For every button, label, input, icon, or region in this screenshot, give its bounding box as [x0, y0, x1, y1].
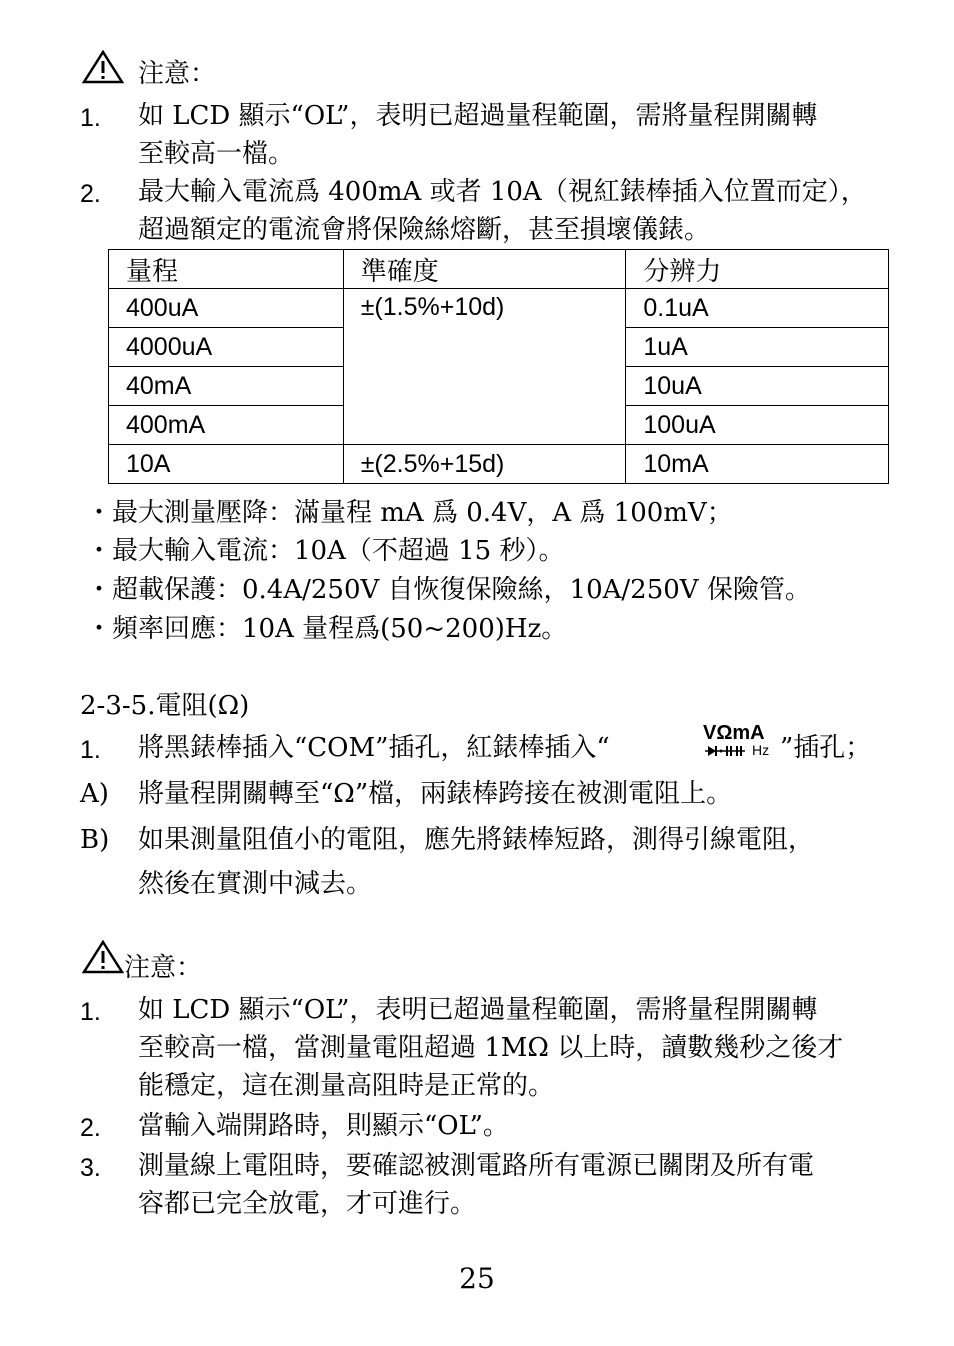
- list-number: 1.: [80, 104, 101, 132]
- spec-bullet: ・最大測量壓降：滿量程 mA 爲 0.4V，A 爲 100mV；: [86, 498, 733, 528]
- warning-icon: [82, 940, 124, 974]
- list-item: 如 LCD 顯示“OL”，表明已超過量程範圍，需將量程開關轉: [138, 995, 818, 1025]
- range-cell: 10A: [109, 445, 344, 484]
- note-label: 注意：: [124, 953, 203, 983]
- list-item: 測量線上電阻時，要確認被測電路所有電源已關閉及所有電: [138, 1151, 815, 1181]
- list-number: 1.: [80, 736, 101, 764]
- list-number: 1.: [80, 998, 101, 1026]
- step-label: B): [80, 825, 110, 855]
- step-text: 如果測量阻值小的電阻，應先將錶棒短路，測得引線電阻，: [138, 825, 815, 855]
- resolution-cell: 0.1uA: [626, 289, 889, 328]
- accuracy-cell: ±(1.5%+10d): [343, 289, 626, 445]
- list-item: 超過額定的電流會將保險絲熔斷，甚至損壞儀錶。: [138, 215, 711, 245]
- step-text: 將黑錶棒插入“COM”插孔，紅錶棒插入“: [138, 733, 610, 763]
- table-header-row: [109, 250, 889, 289]
- accuracy-cell: ±(2.5%+15d): [343, 445, 626, 484]
- header-resolution: 分辨力: [626, 250, 889, 289]
- spec-bullet: ・最大輸入電流：10A（不超過 15 秒）。: [86, 536, 565, 566]
- list-number: 3.: [80, 1154, 101, 1182]
- page-number: 25: [459, 1262, 495, 1295]
- header-range: 量程: [109, 250, 344, 289]
- step-label: A): [80, 779, 109, 809]
- table-row: [109, 289, 889, 328]
- resolution-cell: 10mA: [626, 445, 889, 484]
- list-item: 能穩定，這在測量高阻時是正常的。: [138, 1071, 555, 1101]
- section-title: 2-3-5.電阻(Ω): [80, 691, 250, 721]
- spec-table: [108, 249, 889, 484]
- list-item: 最大輸入電流爲 400mA 或者 10A（視紅錶棒插入位置而定），: [138, 177, 867, 207]
- list-item: 當輸入端開路時，則顯示“OL”。: [138, 1111, 509, 1141]
- spec-bullet: ・頻率回應：10A 量程爲(50~200)Hz。: [86, 614, 568, 644]
- list-item: 容都已完全放電，才可進行。: [138, 1189, 477, 1219]
- list-item: 至較高一檔。: [138, 139, 295, 169]
- spec-bullet: ・超載保護：0.4A/250V 自恢復保險絲，10A/250V 保險管。: [86, 575, 811, 605]
- step-text: 然後在實測中減去。: [138, 869, 373, 899]
- resolution-cell: 1uA: [626, 328, 889, 367]
- range-cell: 400uA: [109, 289, 344, 328]
- table-row: [109, 445, 889, 484]
- note-label: 注意：: [138, 59, 217, 89]
- jack-label-hz: Hz: [752, 742, 770, 758]
- list-number: 2.: [80, 1114, 101, 1142]
- list-item: 至較高一檔，當測量電阻超過 1MΩ 以上時，讀數幾秒之後才: [138, 1033, 844, 1063]
- diode-capacitor-icon: [705, 744, 745, 758]
- step-text: 將量程開關轉至“Ω”檔，兩錶棒跨接在被測電阻上。: [138, 779, 733, 809]
- range-cell: 40mA: [109, 367, 344, 406]
- resolution-cell: 10uA: [626, 367, 889, 406]
- header-accuracy: 準確度: [343, 250, 626, 289]
- jack-label-top: VΩmA: [703, 722, 765, 744]
- range-cell: 400mA: [109, 406, 344, 445]
- list-number: 2.: [80, 180, 101, 208]
- step-text: ”插孔；: [780, 733, 872, 763]
- warning-icon: [82, 50, 124, 84]
- resolution-cell: 100uA: [626, 406, 889, 445]
- range-cell: 4000uA: [109, 328, 344, 367]
- list-item: 如 LCD 顯示“OL”，表明已超過量程範圍，需將量程開關轉: [138, 101, 818, 131]
